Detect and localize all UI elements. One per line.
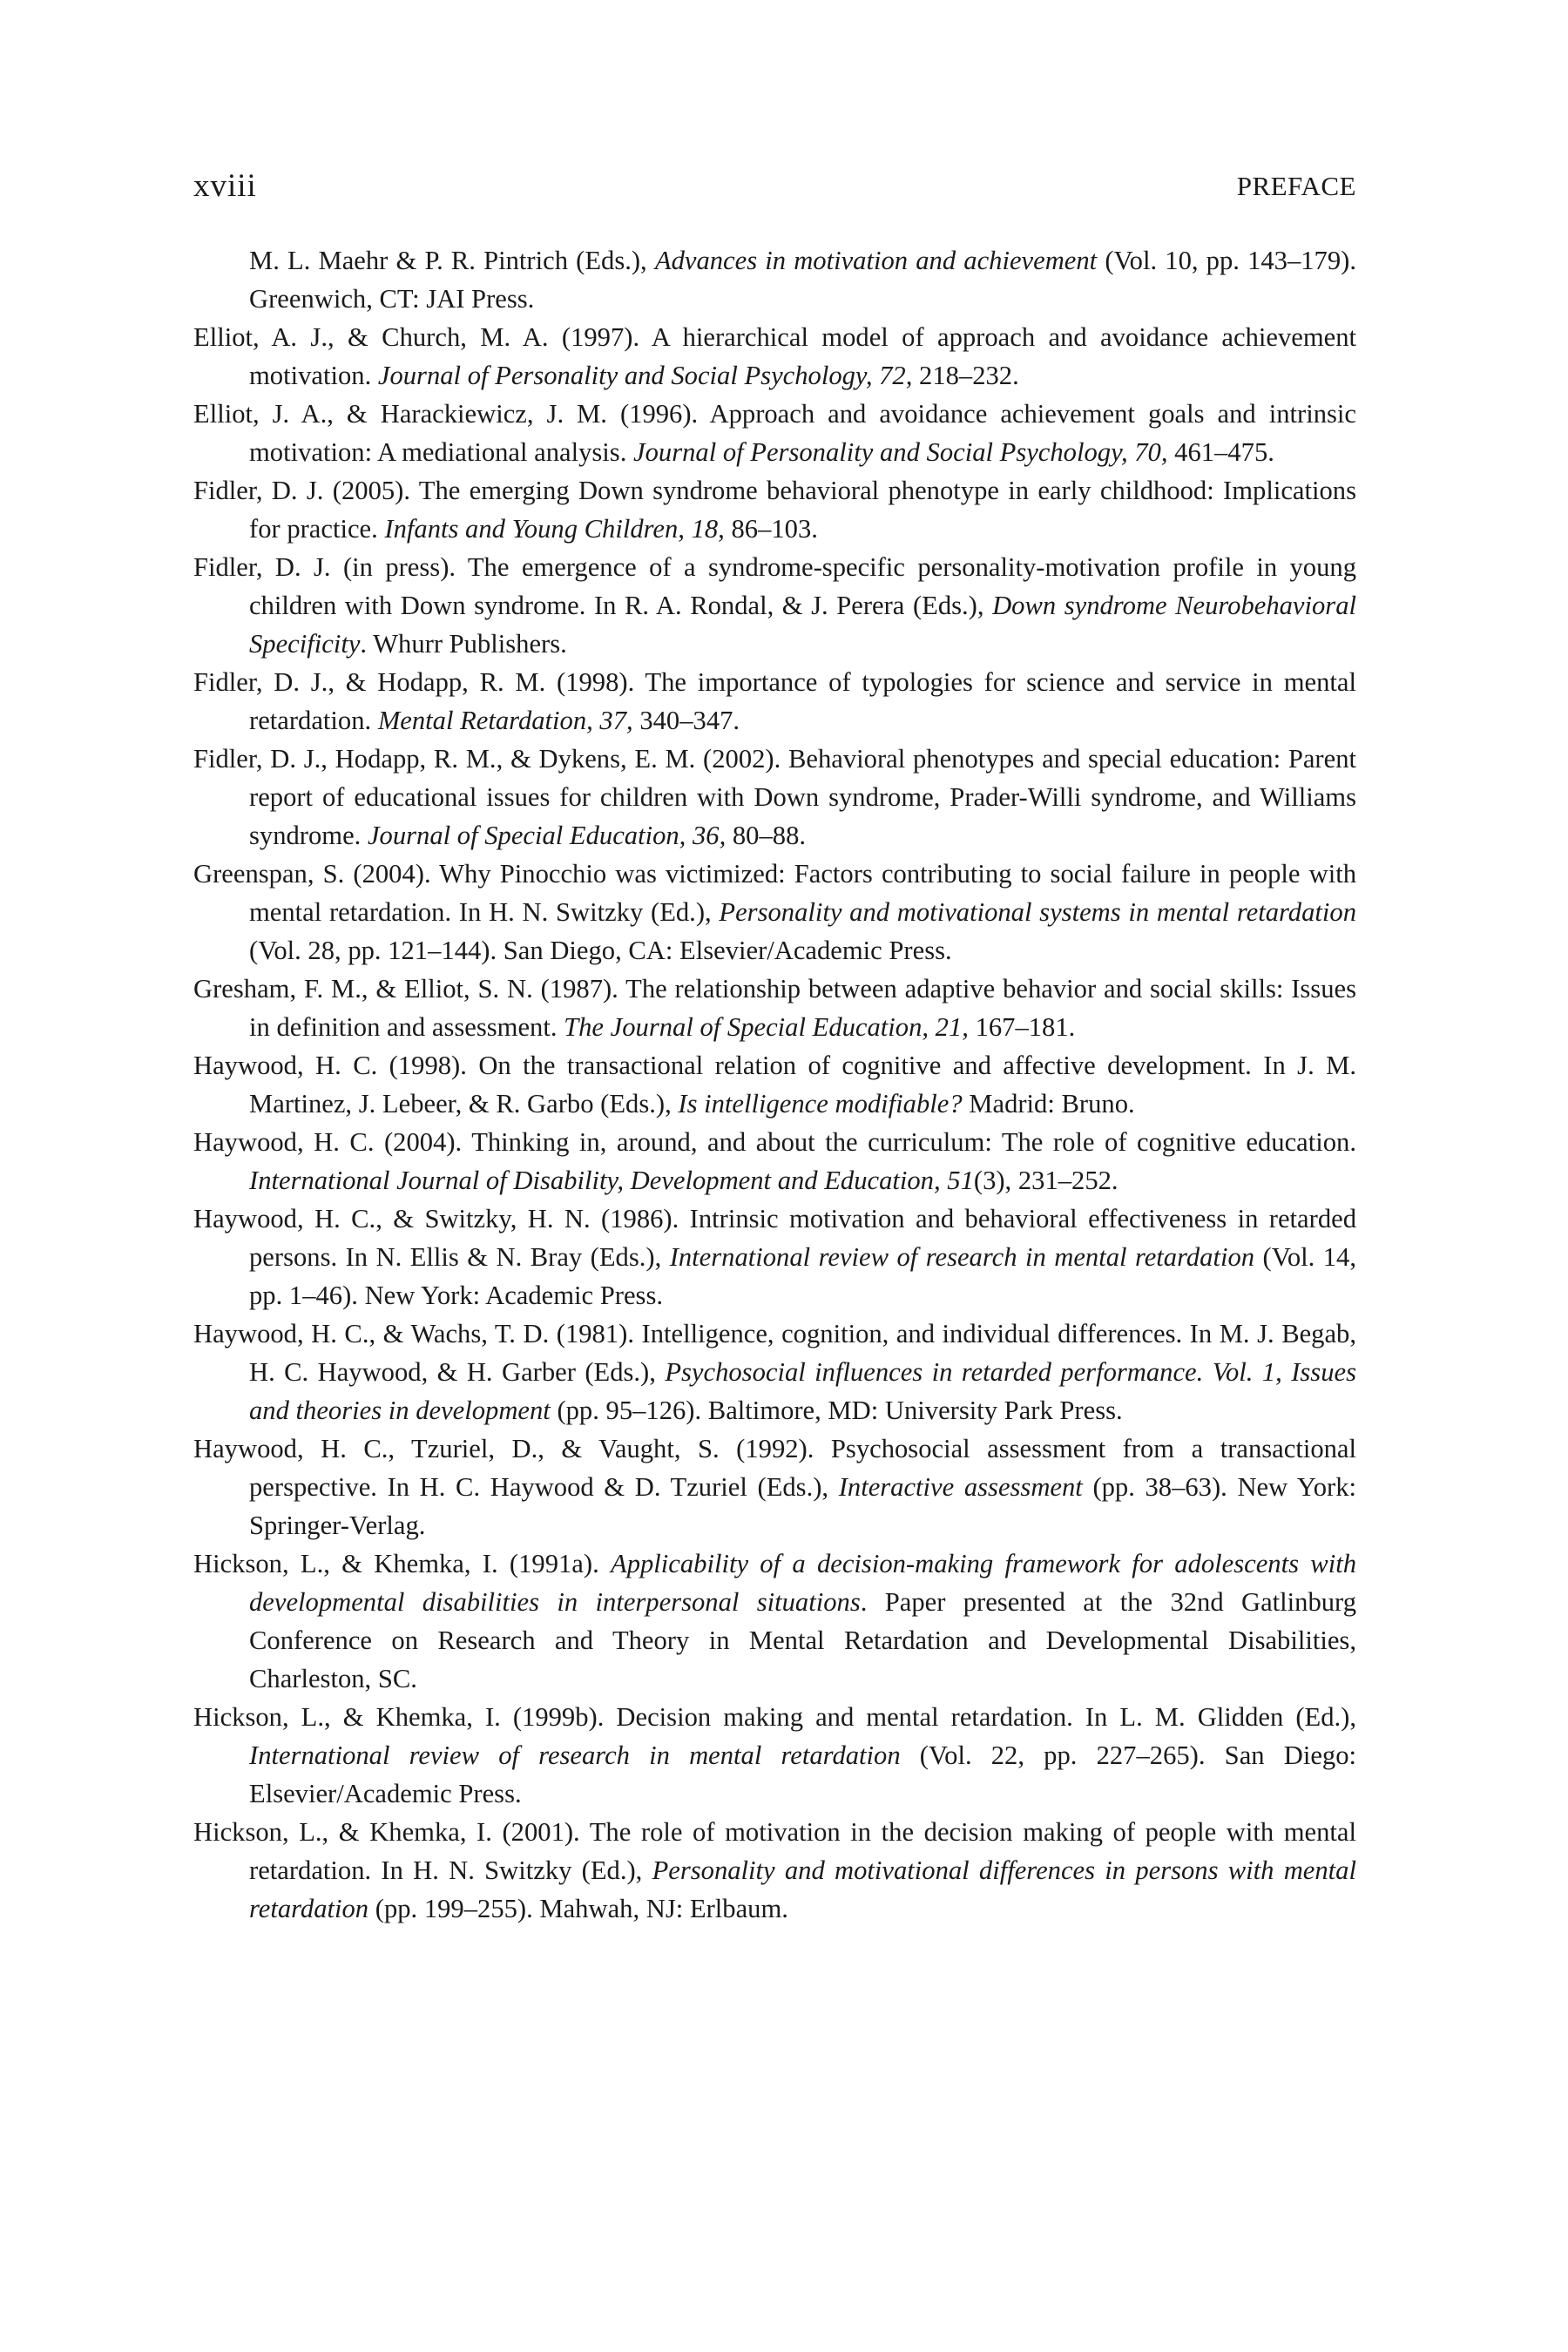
reference-text: . Paper presented at the 32nd Gatlinburg Conference on Research and Theory in Mental Retardation and Developmental Disabilities, Charleston, SC.	[249, 1587, 1356, 1693]
reference-text: Haywood, H. C., & Switzky, H. N. (1986). Intrinsic motivation and behavioral effectiveness in retarded persons. In N. Ellis & N. Bray (Eds.),	[193, 1204, 1356, 1272]
reference-title-italic: Journal of Personality and Social Psychology, 72,	[377, 361, 913, 390]
reference-entry	[193, 1123, 1356, 1200]
reference-text: (pp. 95–126). Baltimore, MD: University Park Press.	[550, 1396, 1123, 1425]
reference-text: 218–232.	[912, 361, 1019, 390]
reference-entry	[193, 740, 1356, 855]
reference-text: (pp. 199–255). Mahwah, NJ: Erlbaum.	[368, 1894, 788, 1923]
reference-text: (Vol. 10, pp. 143–179). Greenwich, CT: JAI Press.	[249, 246, 1356, 314]
reference-text: Elliot, A. J., & Church, M. A. (1997). A hierarchical model of approach and avoidance achievement motivation.	[193, 322, 1356, 390]
reference-entry	[193, 1813, 1356, 1928]
reference-text: (pp. 38–63). New York: Springer-Verlag.	[249, 1472, 1357, 1540]
reference-entry-continued	[193, 241, 1356, 318]
reference-title-italic: Is intelligence modifiable?	[678, 1089, 963, 1119]
reference-title-italic: Journal of Special Education, 36,	[367, 821, 727, 850]
reference-title-italic: Interactive assessment	[838, 1472, 1083, 1502]
reference-text: 167–181.	[968, 1012, 1076, 1042]
reference-entry	[193, 1429, 1356, 1544]
reference-text: Fidler, D. J., Hodapp, R. M., & Dykens, E. M. (2002). Behavioral phenotypes and special education: Parent report of educational issues for children with Down syndrome, Prader-Willi syndrome, and Williams syndrome.	[193, 744, 1356, 850]
reference-text: 461–475.	[1167, 437, 1274, 467]
reference-text: 80–88.	[726, 821, 807, 850]
reference-entry	[193, 1315, 1356, 1429]
reference-text: (3), 231–252.	[973, 1166, 1119, 1195]
reference-list	[193, 241, 1356, 1928]
reference-title-italic: Personality and motivational systems in mental retardation	[719, 897, 1356, 927]
reference-entry	[193, 1698, 1356, 1813]
reference-text: Hickson, L., & Khemka, I. (2001). The role of motivation in the decision making of people with mental retardation. In H. N. Switzky (Ed.),	[193, 1817, 1356, 1885]
reference-entry	[193, 663, 1356, 740]
reference-text: Hickson, L., & Khemka, I. (1991a).	[193, 1549, 611, 1578]
reference-title-italic: Psychosocial influences in retarded performance. Vol. 1, Issues and theories in development	[249, 1357, 1356, 1425]
reference-text: . Whurr Publishers.	[360, 629, 567, 659]
section-title: PREFACE	[1236, 171, 1356, 201]
reference-title-italic: Down syndrome Neurobehavioral Specificity	[249, 591, 1357, 659]
reference-text: Greenspan, S. (2004). Why Pinocchio was victimized: Factors contributing to social failure in people with mental retardation. In H. N. Switzky (Ed.),	[193, 859, 1356, 927]
running-head	[193, 167, 1356, 209]
reference-text: (Vol. 14, pp. 1–46). New York: Academic Press.	[249, 1242, 1357, 1310]
reference-title-italic: Personality and motivational differences in persons with mental retardation	[249, 1855, 1356, 1923]
reference-entry	[193, 1200, 1356, 1315]
reference-entry	[193, 970, 1356, 1046]
reference-title-italic: Applicability of a decision-making framework for adolescents with developmental disabilities in interpersonal situations	[249, 1549, 1356, 1617]
reference-text: Madrid: Bruno.	[962, 1089, 1135, 1119]
reference-entry	[193, 1046, 1356, 1123]
reference-text: Fidler, D. J., & Hodapp, R. M. (1998). The importance of typologies for science and service in mental retardation.	[193, 667, 1356, 735]
reference-title-italic: Advances in motivation and achievement	[654, 246, 1098, 275]
reference-text: Fidler, D. J. (2005). The emerging Down syndrome behavioral phenotype in early childhood: Implications for practice.	[193, 476, 1356, 544]
reference-text: Gresham, F. M., & Elliot, S. N. (1987). The relationship between adaptive behavior and social skills: Issues in definition and assessment.	[193, 974, 1356, 1042]
reference-text: Haywood, H. C. (1998). On the transactional relation of cognitive and affective development. In J. M. Martinez, J. Lebeer, & R. Garbo (Eds.),	[193, 1051, 1356, 1119]
reference-text: Haywood, H. C., Tzuriel, D., & Vaught, S. (1992). Psychosocial assessment from a transactional perspective. In H. C. Haywood & D. Tzuriel (Eds.),	[193, 1434, 1356, 1502]
reference-title-italic: Journal of Personality and Social Psychology, 70,	[633, 437, 1168, 467]
reference-entry	[193, 395, 1356, 471]
reference-entry	[193, 1544, 1356, 1698]
reference-text: Elliot, J. A., & Harackiewicz, J. M. (1996). Approach and avoidance achievement goals and intrinsic motivation: A mediational analysis.	[193, 399, 1356, 467]
reference-entry	[193, 548, 1356, 663]
reference-text: Fidler, D. J. (in press). The emergence of a syndrome-specific personality-motivation profile in young children with Down syndrome. In R. A. Rondal, & J. Perera (Eds.),	[193, 552, 1356, 620]
reference-title-italic: International review of research in mental retardation	[669, 1242, 1255, 1272]
reference-entry	[193, 855, 1356, 970]
reference-title-italic: Infants and Young Children, 18,	[384, 514, 725, 544]
reference-title-italic: International review of research in mental retardation	[249, 1740, 901, 1770]
reference-text: (Vol. 28, pp. 121–144). San Diego, CA: Elsevier/Academic Press.	[249, 936, 952, 965]
reference-entry	[193, 318, 1356, 395]
reference-text: (Vol. 22, pp. 227–265). San Diego: Elsevier/Academic Press.	[249, 1740, 1357, 1808]
reference-title-italic: Mental Retardation, 37,	[377, 706, 633, 735]
reference-title-italic: The Journal of Special Education, 21,	[564, 1012, 969, 1042]
reference-text: 86–103.	[724, 514, 818, 544]
reference-entry	[193, 471, 1356, 548]
reference-text: Haywood, H. C., & Wachs, T. D. (1981). Intelligence, cognition, and individual differences. In M. J. Begab, H. C. Haywood, & H. Garber (Eds.),	[193, 1319, 1356, 1387]
reference-text: Haywood, H. C. (2004). Thinking in, around, and about the curriculum: The role of cognitive education.	[193, 1127, 1356, 1157]
reference-text: 340–347.	[632, 706, 740, 735]
reference-text: Hickson, L., & Khemka, I. (1999b). Decision making and mental retardation. In L. M. Glidden (Ed.),	[193, 1702, 1356, 1732]
page-folio: xviii	[193, 168, 257, 204]
reference-title-italic: International Journal of Disability, Development and Education, 51	[249, 1166, 974, 1195]
reference-text: M. L. Maehr & P. R. Pintrich (Eds.),	[249, 246, 655, 275]
